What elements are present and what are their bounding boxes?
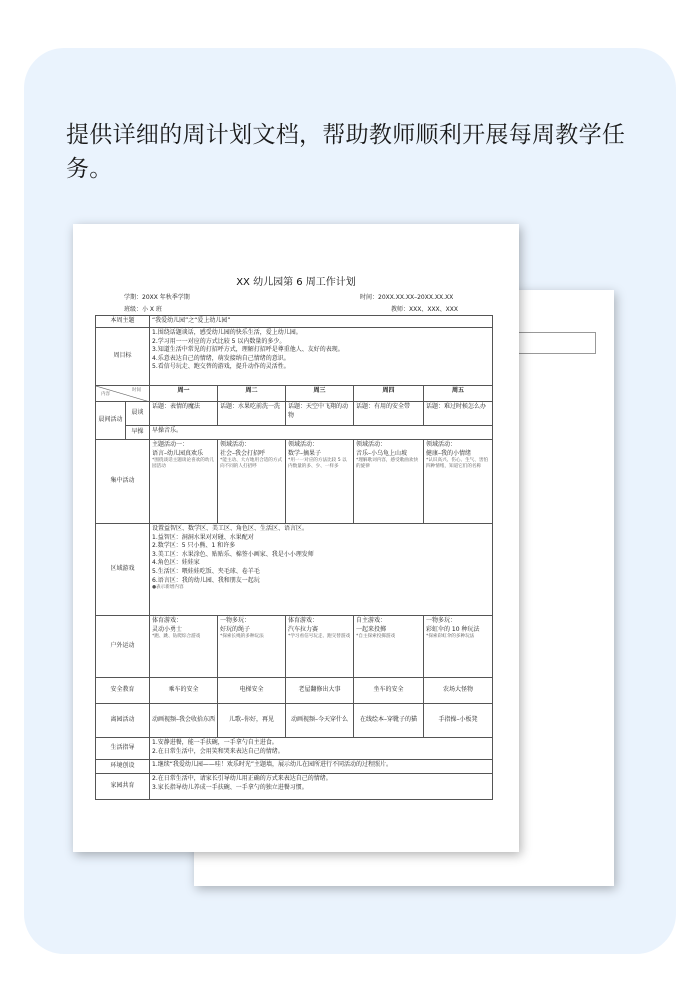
group-name: 健康–我的小情绪 <box>426 449 472 457</box>
days-header-row <box>96 386 493 402</box>
goals-list <box>150 328 493 386</box>
outdoor-row <box>96 616 493 678</box>
group-name: 语言–幼儿园真欢乐 <box>152 449 204 457</box>
safety-cell: 乘车的安全 <box>150 678 218 704</box>
goal-item: 3.知道生活中常见的打招呼方式，理解打招呼是尊重他人、友好的表现。 <box>152 346 344 354</box>
outdoor-cell <box>218 616 286 678</box>
talk-cell: 话题：水果吃前洗一洗 <box>218 402 286 426</box>
outdoor-name: 汽车拉力赛 <box>288 625 319 633</box>
group-note: *围绕谈话主题谈论喜欢的幼儿园活动 <box>152 458 215 470</box>
goals-label: 周目标 <box>96 328 150 386</box>
talk-cell: 话题：有用的安全带 <box>354 402 424 426</box>
group-title: 领域活动： <box>288 441 319 448</box>
day-header: 周二 <box>218 386 286 402</box>
group-cell <box>424 440 493 524</box>
diagonal-header-cell <box>96 386 150 402</box>
document-title: XX 幼儿园第 6 周工作计划 <box>236 277 356 288</box>
exercise-label: 早操 <box>126 426 150 440</box>
outdoor-cell <box>150 616 218 678</box>
life-item: 2.在日常生活中，会用笑和哭来表达自己的情绪。 <box>152 747 284 755</box>
talk-label: 晨谈 <box>126 402 150 426</box>
day-header: 周五 <box>424 386 493 402</box>
semester-field: 学期：20XX 年秋季学期 <box>124 294 190 301</box>
group-cell <box>354 440 424 524</box>
safety-cell: 老屋翻修出大事 <box>286 678 354 704</box>
outdoor-name: 彩虹伞的 10 种玩法 <box>426 625 480 633</box>
home-label: 家园共育 <box>96 774 150 800</box>
outdoor-cell <box>354 616 424 678</box>
safety-cell: 农场大怪物 <box>424 678 493 704</box>
outdoor-title: 体育游戏： <box>152 617 183 624</box>
teachers-field: 教师：XXX、XXX、XXX <box>391 306 458 313</box>
group-note: *认识高兴、伤心、生气、害怕四种情绪，知道它们的名称 <box>426 458 489 470</box>
leave-label: 离园活动 <box>96 704 150 738</box>
group-cell <box>218 440 286 524</box>
safety-cell: 坐车的安全 <box>354 678 424 704</box>
outdoor-cell <box>424 616 493 678</box>
group-title: 领域活动： <box>356 441 387 448</box>
area-note: ●表示新增内容 <box>152 585 184 591</box>
front-document-sheet <box>73 224 519 852</box>
area-label: 区域游戏 <box>96 524 150 616</box>
outdoor-note: *跑、跳、钻爬综合游戏 <box>152 634 201 640</box>
leave-cell: 手指操–小板凳 <box>424 704 493 738</box>
safety-label: 安全教育 <box>96 678 150 704</box>
outdoor-note: *学习看信号玩走、跑交替游戏 <box>288 634 351 640</box>
time-field: 时间：20XX.XX.XX–20XX.XX.XX <box>360 294 454 301</box>
group-note: *理解歌词内容，感受歌曲欢快的旋律 <box>356 458 419 470</box>
day-header: 周四 <box>354 386 424 402</box>
group-activity-row <box>96 440 493 524</box>
goals-row <box>96 328 493 386</box>
outdoor-cell <box>286 616 354 678</box>
area-list <box>150 524 493 616</box>
outdoor-title: 一物多玩： <box>426 617 457 624</box>
outdoor-title: 自主游戏： <box>356 617 387 624</box>
group-name: 社会–我会打招呼 <box>220 449 266 457</box>
home-list <box>150 774 493 800</box>
talk-cell: 话题：表情的魔法 <box>150 402 218 426</box>
outdoor-title: 体育游戏： <box>288 617 319 624</box>
group-title: 领域活动： <box>220 441 251 448</box>
outdoor-name: 灵动小勇士 <box>152 625 183 633</box>
morning-label: 晨间活动 <box>96 402 126 440</box>
outdoor-name: 一起来投掷 <box>356 625 387 633</box>
area-item: 1.益智区：洞洞水果对对碰、水果配对 <box>152 533 254 541</box>
talk-cell: 话题：难过时候怎么办 <box>424 402 493 426</box>
life-item: 1.安静进餐，能一手扶碗，一手拿勺自主进食。 <box>152 739 278 746</box>
exercise-value: 早操音乐。 <box>150 426 493 440</box>
goal-item: 1.围绕话题谈话，感受幼儿园的快乐生活，爱上幼儿园。 <box>152 329 302 336</box>
env-row <box>96 760 493 774</box>
goal-item: 4.乐意表达自己的情绪，萌发接纳自己情绪的意识。 <box>152 354 290 362</box>
area-item: 6.语言区：我的幼儿园、我和朋友一起玩 <box>152 576 260 584</box>
talk-cell: 话题：天空中飞翔的动物 <box>286 402 354 426</box>
exercise-row <box>96 426 493 440</box>
group-cell <box>286 440 354 524</box>
goal-item: 5.看信号玩走、跑交替的游戏，提升动作的灵活性。 <box>152 363 290 371</box>
area-item: 2.数学区：5 只小熊、1 和许多 <box>152 542 236 550</box>
leave-cell: 在线绘本–穿靴子的猫 <box>354 704 424 738</box>
headline: 提供详细的周计划文档，帮助教师顺利开展每周教学任务。 <box>66 122 626 182</box>
group-name: 数学–摘果子 <box>288 449 322 457</box>
day-header: 周三 <box>286 386 354 402</box>
group-title: 主题活动一： <box>152 441 189 448</box>
home-item: 3.家长指导幼儿养成一手扶碗、一手拿勺的独立进餐习惯。 <box>152 783 308 791</box>
diag-content-label: 内容 <box>101 392 110 398</box>
safety-row <box>96 678 493 704</box>
outdoor-name: 好玩的绳子 <box>220 625 251 633</box>
leave-row <box>96 704 493 738</box>
theme-row <box>96 316 493 328</box>
group-note: *能主动、大方地用合适的方式向不同的人打招呼 <box>220 458 283 470</box>
env-label: 环境创设 <box>96 760 150 774</box>
area-games-row <box>96 524 493 616</box>
outdoor-note: *探索彩虹伞的多种玩法 <box>426 634 475 640</box>
outdoor-label: 户外运动 <box>96 616 150 678</box>
group-note: *用一一对应的方法比较 5 以内数量的多、少、一样多 <box>288 458 347 470</box>
leave-cell: 动画视频–我会收拾东西 <box>150 704 218 738</box>
theme-value: “我爱幼儿园”之“爱上幼儿园” <box>150 316 493 328</box>
outdoor-title: 一物多玩： <box>220 617 251 624</box>
leave-cell: 儿歌–你好，再见 <box>218 704 286 738</box>
morning-talk-row <box>96 402 493 426</box>
env-value: 1.继续“我爱幼儿园——哇！欢乐时光”主题墙，展示幼儿在园所进行不同活动的过程照片。 <box>150 760 493 774</box>
leave-cell: 动画视频–今天穿什么 <box>286 704 354 738</box>
day-header: 周一 <box>150 386 218 402</box>
area-item: 4.角色区：娃娃家 <box>152 559 200 567</box>
group-title: 领域活动： <box>426 441 457 448</box>
life-list <box>150 738 493 760</box>
area-item: 设置益智区、数学区、美工区、角色区、生活区、语言区。 <box>152 525 309 532</box>
life-row <box>96 738 493 760</box>
area-item: 3.美工区：水果涂色、贴贴乐、棉签小画家、我是小小理发师 <box>152 550 314 558</box>
group-cell <box>150 440 218 524</box>
safety-cell: 电梯安全 <box>218 678 286 704</box>
outdoor-note: *自主探索投掷游戏 <box>356 634 396 640</box>
home-item: 2.在日常生活中，请家长引导幼儿用正确的方式来表达自己的情绪。 <box>152 775 332 782</box>
diag-time-label: 时间 <box>132 388 142 393</box>
class-field: 班级：小 X 班 <box>124 306 162 313</box>
theme-label: 本周主题 <box>96 316 150 328</box>
outdoor-note: *探索长绳的多种玩法 <box>220 634 264 640</box>
group-label: 集中活动 <box>96 440 150 524</box>
area-item: 5.生活区：喂娃娃吃饭、夹毛球、卷羊毛 <box>152 567 260 575</box>
goal-item: 2.学习用一一对应的方式比较 5 以内数量的多少。 <box>152 337 286 345</box>
home-row <box>96 774 493 800</box>
group-name: 音乐–小乌龟上山坡 <box>356 449 408 457</box>
life-label: 生活指导 <box>96 738 150 760</box>
weekly-plan-table <box>95 315 493 800</box>
